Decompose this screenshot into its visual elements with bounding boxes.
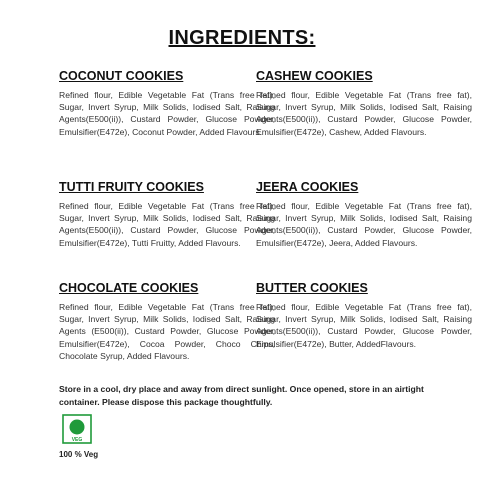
section-title: CASHEW COOKIES (256, 69, 373, 83)
chocolate-cookies-section (59, 281, 275, 362)
section-ingredients: Refined flour, Edible Vegetable Fat (Trans free fat), Sugar, Invert Syrup, Milk Solids, Iodised Salt, Raising Agents(E500(ii)), Custard Powder, Glucose Powder, Emulsifier(E472e), Coconut Powder, Added Flavours. (59, 90, 275, 137)
veg-symbol-label: VEG (71, 437, 83, 443)
section-ingredients: Refined flour, Edible Vegetable Fat (Trans free fat), Sugar, Invert Syrup, Milk Solids, Iodised Salt, Raising Agents (E500(ii)), Custard Powder, Glucose Powder, Emulsifier(E472e), Cocoa Powder, Choco Chips, Chocolate Syrup, Added Flavours. (59, 302, 275, 361)
veg-symbol-icon (62, 414, 92, 444)
section-ingredients: Refined flour, Edible Vegetable Fat (Trans free fat), Sugar, Invert Syrup, Milk Solids, Iodised Salt, Raising Agents(E500(ii)), Custard Powder, Glucose Powder, Emulsifier(E472e), Cashew, Added Flavours. (256, 90, 472, 137)
section-ingredients: Refined flour, Edible Vegetable Fat (Trans free fat), Sugar, Invert Syrup, Milk Solids, Iodised Salt, Raising Agents(E500(ii)), Custard Powder, Glucose Powder, Emulsifier(E472e), Tutti Fruitty, Added Flavours. (59, 201, 275, 248)
veg-percentage-note: 100 % Veg (59, 450, 99, 459)
section-ingredients: Refined flour, Edible Vegetable Fat (Trans free fat), Sugar, Invert Syrup, Milk Solids, Iodised Salt, Raising Agents(E500(ii)), Custard Powder, Glucose Powder, Emulsifier(E472e), Jeera, Added Flavours. (256, 201, 472, 248)
section-title: TUTTI FRUITY COOKIES (59, 180, 204, 194)
jeera-cookies-section (256, 180, 472, 249)
section-title: COCONUT COOKIES (59, 69, 184, 83)
page-title: INGREDIENTS: (168, 27, 316, 49)
butter-cookies-section (256, 281, 472, 350)
coconut-cookies-section (59, 69, 275, 138)
section-ingredients: Refined flour, Edible Vegetable Fat (Trans free fat), Sugar, Invert Syrup, Milk Solids, Iodised Salt, Raising Agents(E500(ii)), Custard Powder, Glucose Powder, Emulsifier(E472e), Butter, AddedFlavours. (256, 302, 472, 349)
cashew-cookies-section (256, 69, 472, 138)
section-title: CHOCOLATE COOKIES (59, 281, 199, 295)
tutti-fruity-cookies-section (59, 180, 275, 249)
section-title: BUTTER COOKIES (256, 281, 368, 295)
storage-instructions: Store in a cool, dry place and away from direct sunlight. Once opened, store in an airtight container. Please dispose this package thoughtfully. (59, 384, 424, 407)
section-title: JEERA COOKIES (256, 180, 359, 194)
